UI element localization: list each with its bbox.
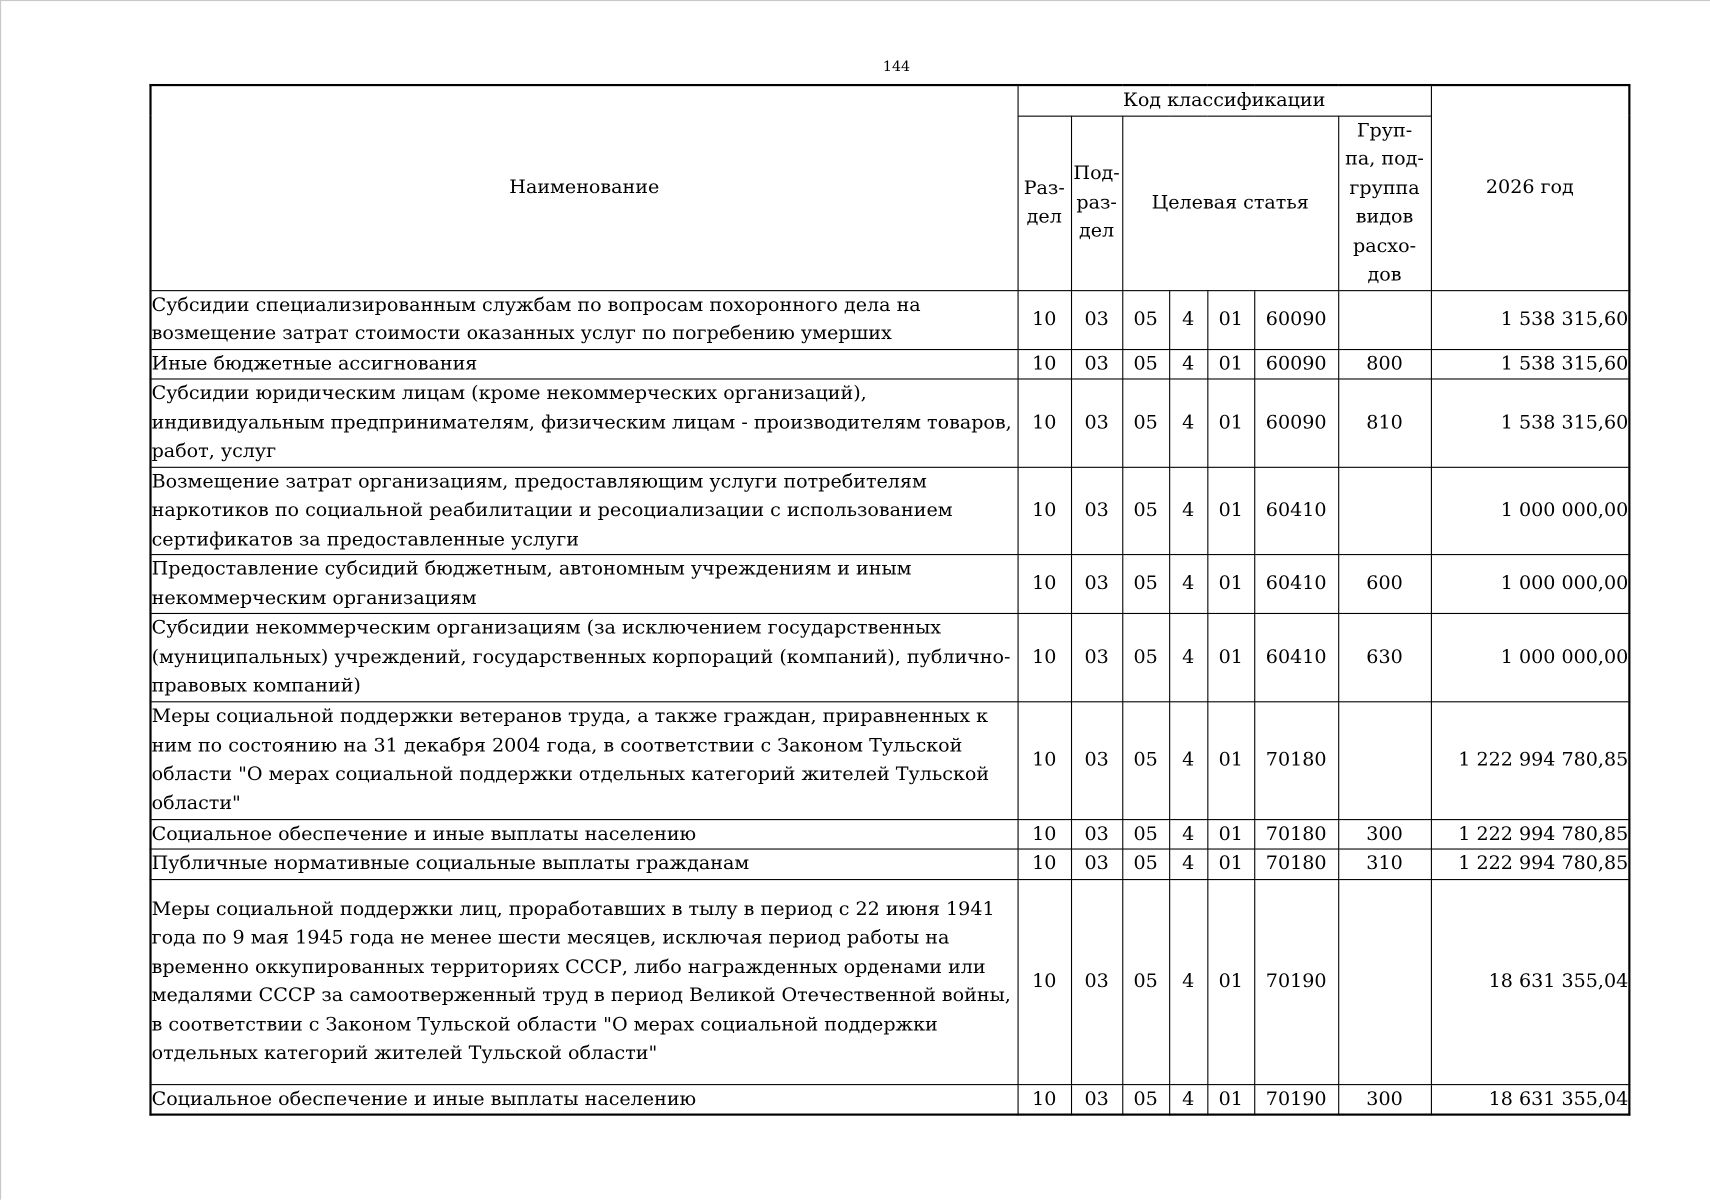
group-cell: 300 <box>1338 819 1431 849</box>
target-part4-cell: 70190 <box>1254 879 1338 1084</box>
header-name: Наименование <box>151 85 1018 290</box>
amount-cell: 1 538 315,60 <box>1431 379 1629 467</box>
podrazdel-cell: 03 <box>1071 701 1122 819</box>
group-cell: 600 <box>1338 555 1431 614</box>
podrazdel-cell: 03 <box>1071 613 1122 701</box>
target-part4-cell: 70180 <box>1254 819 1338 849</box>
target-part1-cell: 05 <box>1122 290 1169 349</box>
table-row <box>151 613 1630 701</box>
podrazdel-cell: 03 <box>1071 819 1122 849</box>
target-part4-cell: 60090 <box>1254 349 1338 379</box>
group-cell: 800 <box>1338 349 1431 379</box>
razdel-cell: 10 <box>1018 290 1071 349</box>
item-name-cell: Меры социальной поддержки лиц, проработавших в тылу в период с 22 июня 1941 года по 9 мая 1945 года не менее шести месяцев, исключая период работы на временно оккупированных территориях СССР, либо награжденных орденами или медалями СССР за самоотверженный труд в период Великой Отечественной войны, в соответствии с Законом Тульской области "О мерах социальной поддержки отдельных категорий жителей Тульской области" <box>151 879 1018 1084</box>
target-part4-cell: 60410 <box>1254 555 1338 614</box>
target-part1-cell: 05 <box>1122 349 1169 379</box>
target-part1-cell: 05 <box>1122 613 1169 701</box>
amount-cell: 1 222 994 780,85 <box>1431 849 1629 879</box>
target-part2-cell: 4 <box>1169 290 1207 349</box>
table-row <box>151 1084 1630 1115</box>
target-part3-cell: 01 <box>1207 701 1254 819</box>
budget-table <box>149 84 1630 1116</box>
target-part3-cell: 01 <box>1207 555 1254 614</box>
amount-cell: 1 000 000,00 <box>1431 467 1629 555</box>
razdel-cell: 10 <box>1018 849 1071 879</box>
target-part3-cell: 01 <box>1207 1084 1254 1115</box>
target-part4-cell: 70190 <box>1254 1084 1338 1115</box>
target-part2-cell: 4 <box>1169 849 1207 879</box>
razdel-cell: 10 <box>1018 467 1071 555</box>
amount-cell: 1 538 315,60 <box>1431 349 1629 379</box>
razdel-cell: 10 <box>1018 349 1071 379</box>
target-part3-cell: 01 <box>1207 349 1254 379</box>
item-name-cell: Возмещение затрат организациям, предоставляющим услуги потребителям наркотиков по социальной реабилитации и ресоциализации с использованием сертификатов за предоставленные услуги <box>151 467 1018 555</box>
group-cell <box>1338 290 1431 349</box>
razdel-cell: 10 <box>1018 819 1071 849</box>
item-name-cell: Меры социальной поддержки ветеранов труда, а также граждан, приравненных к ним по состоянию на 31 декабря 2004 года, в соответствии с Законом Тульской области "О мерах социальной поддержки отдельных категорий жителей Тульской области" <box>151 701 1018 819</box>
table-row <box>151 819 1630 849</box>
amount-cell: 1 000 000,00 <box>1431 613 1629 701</box>
group-cell <box>1338 879 1431 1084</box>
item-name-cell: Субсидии специализированным службам по вопросам похоронного дела на возмещение затрат стоимости оказанных услуг по погребению умерших <box>151 290 1018 349</box>
table-row <box>151 701 1630 819</box>
podrazdel-cell: 03 <box>1071 555 1122 614</box>
table-row <box>151 349 1630 379</box>
target-part1-cell: 05 <box>1122 1084 1169 1115</box>
razdel-cell: 10 <box>1018 1084 1071 1115</box>
target-part1-cell: 05 <box>1122 701 1169 819</box>
podrazdel-cell: 03 <box>1071 290 1122 349</box>
item-name-cell: Социальное обеспечение и иные выплаты населению <box>151 819 1018 849</box>
target-part4-cell: 60090 <box>1254 290 1338 349</box>
target-part2-cell: 4 <box>1169 701 1207 819</box>
page-number: 144 <box>882 58 911 76</box>
podrazdel-cell: 03 <box>1071 349 1122 379</box>
target-part3-cell: 01 <box>1207 819 1254 849</box>
target-part4-cell: 60410 <box>1254 467 1338 555</box>
target-part2-cell: 4 <box>1169 555 1207 614</box>
target-part3-cell: 01 <box>1207 879 1254 1084</box>
target-part1-cell: 05 <box>1122 555 1169 614</box>
target-part3-cell: 01 <box>1207 849 1254 879</box>
podrazdel-cell: 03 <box>1071 879 1122 1084</box>
table-row <box>151 379 1630 467</box>
razdel-cell: 10 <box>1018 379 1071 467</box>
table-body <box>151 290 1630 1114</box>
target-part3-cell: 01 <box>1207 467 1254 555</box>
target-part1-cell: 05 <box>1122 819 1169 849</box>
header-classification: Код классификации <box>1018 85 1431 116</box>
item-name-cell: Публичные нормативные социальные выплаты гражданам <box>151 849 1018 879</box>
target-part1-cell: 05 <box>1122 849 1169 879</box>
podrazdel-cell: 03 <box>1071 379 1122 467</box>
podrazdel-cell: 03 <box>1071 1084 1122 1115</box>
target-part2-cell: 4 <box>1169 613 1207 701</box>
amount-cell: 18 631 355,04 <box>1431 879 1629 1084</box>
amount-cell: 1 222 994 780,85 <box>1431 701 1629 819</box>
header-expense-group: Груп- па, под- группа видов расхо- дов <box>1338 116 1431 290</box>
item-name-cell: Субсидии юридическим лицам (кроме некоммерческих организаций), индивидуальным предпринимателям, физическим лицам - производителям товаров, работ, услуг <box>151 379 1018 467</box>
podrazdel-cell: 03 <box>1071 849 1122 879</box>
razdel-cell: 10 <box>1018 701 1071 819</box>
target-part3-cell: 01 <box>1207 290 1254 349</box>
target-part3-cell: 01 <box>1207 613 1254 701</box>
razdel-cell: 10 <box>1018 613 1071 701</box>
group-cell <box>1338 467 1431 555</box>
table-row <box>151 467 1630 555</box>
target-part1-cell: 05 <box>1122 879 1169 1084</box>
table-row <box>151 290 1630 349</box>
header-target-article: Целевая статья <box>1122 116 1338 290</box>
scan-edge-top <box>0 0 1710 1</box>
group-cell: 300 <box>1338 1084 1431 1115</box>
target-part2-cell: 4 <box>1169 879 1207 1084</box>
target-part2-cell: 4 <box>1169 467 1207 555</box>
podrazdel-cell: 03 <box>1071 467 1122 555</box>
amount-cell: 1 538 315,60 <box>1431 290 1629 349</box>
target-part4-cell: 60090 <box>1254 379 1338 467</box>
table-row <box>151 849 1630 879</box>
target-part2-cell: 4 <box>1169 379 1207 467</box>
razdel-cell: 10 <box>1018 879 1071 1084</box>
table-row <box>151 879 1630 1084</box>
target-part4-cell: 70180 <box>1254 701 1338 819</box>
target-part4-cell: 70180 <box>1254 849 1338 879</box>
item-name-cell: Социальное обеспечение и иные выплаты населению <box>151 1084 1018 1115</box>
target-part1-cell: 05 <box>1122 467 1169 555</box>
group-cell: 310 <box>1338 849 1431 879</box>
header-year: 2026 год <box>1431 85 1629 290</box>
target-part2-cell: 4 <box>1169 349 1207 379</box>
table-row <box>151 555 1630 614</box>
group-cell: 810 <box>1338 379 1431 467</box>
item-name-cell: Иные бюджетные ассигнования <box>151 349 1018 379</box>
scan-edge-left <box>0 0 1 1200</box>
group-cell: 630 <box>1338 613 1431 701</box>
target-part2-cell: 4 <box>1169 1084 1207 1115</box>
target-part2-cell: 4 <box>1169 819 1207 849</box>
item-name-cell: Субсидии некоммерческим организациям (за исключением государственных (муниципальных) учреждений, государственных корпораций (компаний), публично-правовых компаний) <box>151 613 1018 701</box>
group-cell <box>1338 701 1431 819</box>
target-part3-cell: 01 <box>1207 379 1254 467</box>
header-razdel: Раз- дел <box>1018 116 1071 290</box>
amount-cell: 1 222 994 780,85 <box>1431 819 1629 849</box>
target-part4-cell: 60410 <box>1254 613 1338 701</box>
amount-cell: 18 631 355,04 <box>1431 1084 1629 1115</box>
target-part1-cell: 05 <box>1122 379 1169 467</box>
razdel-cell: 10 <box>1018 555 1071 614</box>
item-name-cell: Предоставление субсидий бюджетным, автономным учреждениям и иным некоммерческим организациям <box>151 555 1018 614</box>
amount-cell: 1 000 000,00 <box>1431 555 1629 614</box>
header-podrazdel: Под- раз- дел <box>1071 116 1122 290</box>
